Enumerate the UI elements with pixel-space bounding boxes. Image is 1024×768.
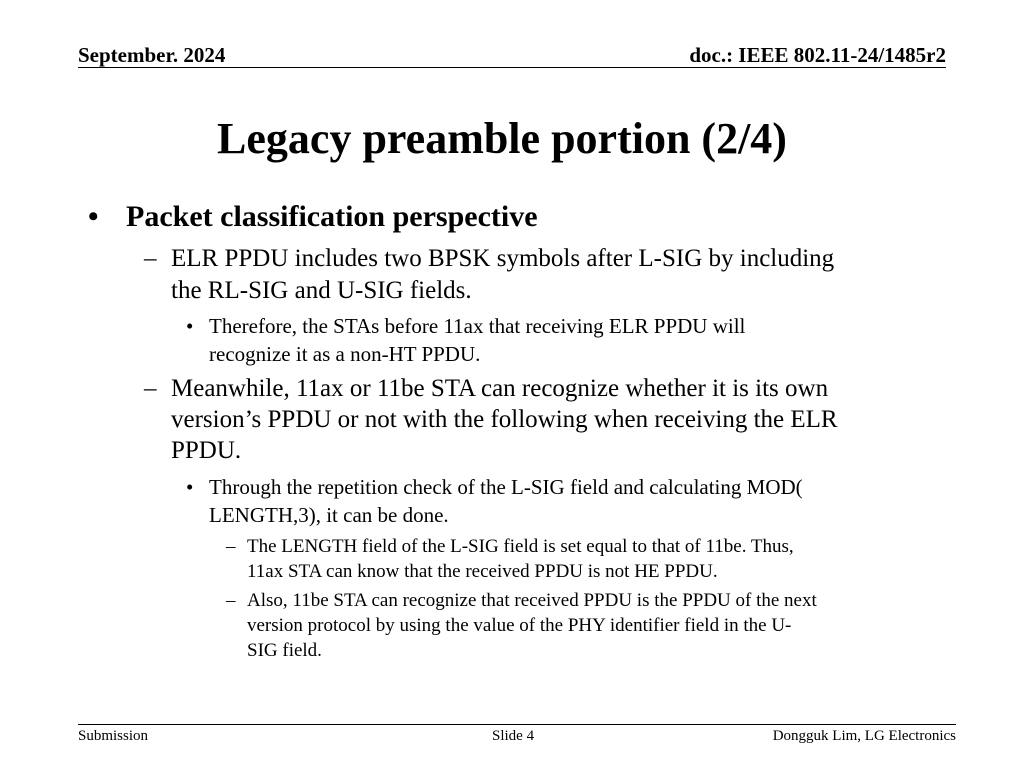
dash-l2b: – bbox=[144, 375, 157, 402]
text-l3a-line2: recognize it as a non-HT PPDU. bbox=[209, 342, 481, 366]
header-doc-id: doc.: IEEE 802.11-24/1485r2 bbox=[689, 43, 946, 67]
bullet-l3b: • bbox=[186, 475, 194, 499]
text-l3a-line1: Therefore, the STAs before 11ax that receiving ELR PPDU will bbox=[209, 314, 746, 338]
header-date: September. 2024 bbox=[78, 43, 226, 67]
text-l2a-line2: the RL-SIG and U-SIG fields. bbox=[171, 277, 472, 304]
footer-slide-number: Slide 4 bbox=[492, 728, 535, 744]
text-l4b-line1: Also, 11be STA can recognize that received PPDU is the PPDU of the next bbox=[247, 590, 817, 611]
bullet-l3a: • bbox=[186, 314, 194, 338]
footer-rule bbox=[78, 724, 956, 725]
text-l3b-line2: LENGTH,3), it can be done. bbox=[209, 503, 449, 527]
dash-l2a: – bbox=[144, 245, 157, 272]
text-l4b-line3: SIG field. bbox=[247, 640, 322, 661]
bullet-packet-classification: Packet classification perspective bbox=[126, 200, 538, 233]
dash-l4a: – bbox=[226, 536, 236, 557]
slide-title: Legacy preamble portion (2/4) bbox=[217, 114, 787, 163]
text-l2b-line1: Meanwhile, 11ax or 11be STA can recognize whether it is its own bbox=[171, 375, 829, 402]
bullet-l1: • bbox=[88, 200, 99, 233]
text-l3b-line1: Through the repetition check of the L-SIG field and calculating MOD( bbox=[209, 475, 803, 499]
text-l2b-line2: version’s PPDU or not with the following when receiving the ELR bbox=[171, 406, 838, 433]
footer-author: Dongguk Lim, LG Electronics bbox=[772, 728, 956, 744]
dash-l4b: – bbox=[226, 590, 236, 611]
text-l4a-line1: The LENGTH field of the L-SIG field is set equal to that of 11be. Thus, bbox=[247, 536, 794, 557]
text-l2b-line3: PPDU. bbox=[171, 437, 242, 464]
text-l4a-line2: 11ax STA can know that the received PPDU is not HE PPDU. bbox=[247, 561, 718, 582]
header-rule bbox=[78, 67, 946, 68]
text-l2a-line1: ELR PPDU includes two BPSK symbols after L-SIG by including bbox=[171, 245, 835, 272]
footer-submission: Submission bbox=[78, 728, 149, 744]
text-l4b-line2: version protocol by using the value of the PHY identifier field in the U- bbox=[247, 615, 792, 636]
